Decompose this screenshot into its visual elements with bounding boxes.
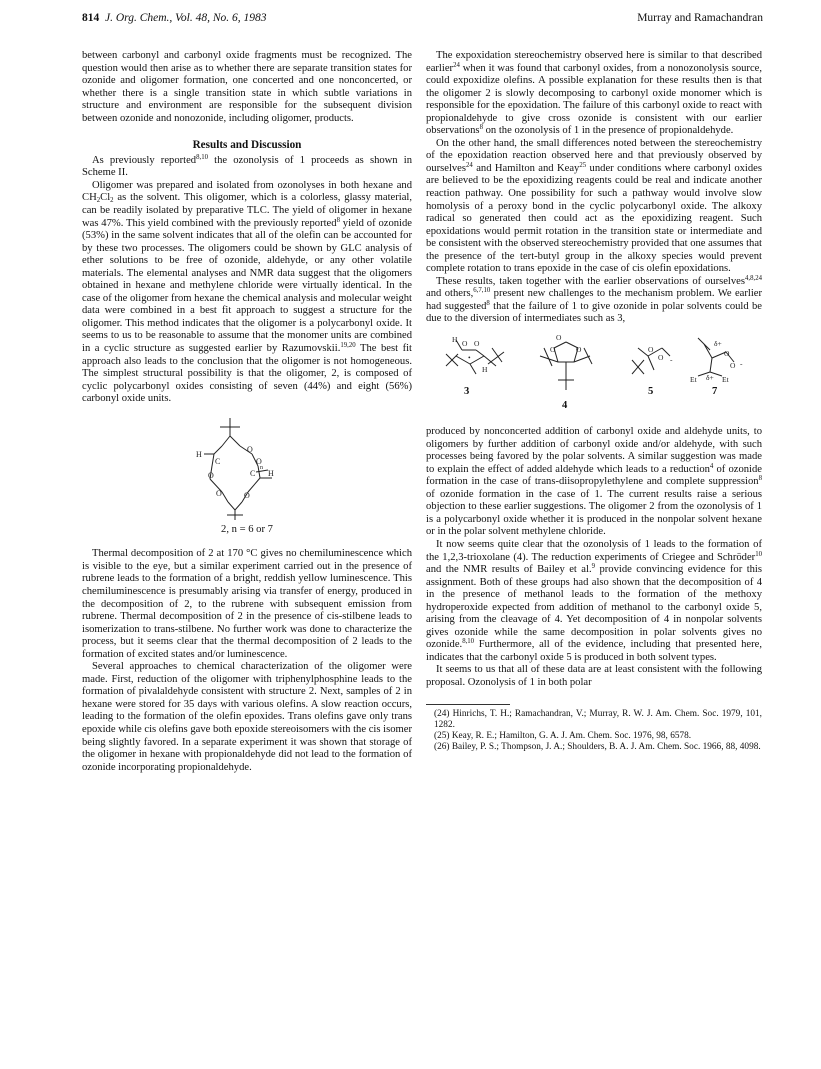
left-paragraph-2: Oligomer was prepared and isolated from ozonolyses in both hexane and $CH_2Cl_2$ as the solvent. This oligomer, which is a colorless, glassy material, can be readily isolated by preparative TLC. The yield of oligomer in hexane was 47%. This yield combined with the previously reported$^8$ yield of ozonide (53%) in the same solvent indicates that all of the olefin can be accounted for by these two processes. The oligomers could be shown by GLC analysis of ether solutions to be free of ozonide, aldehyde, or any other volatile materials. The elemental analyses and NMR data suggest that the oligomers obtained in hexane and methylene chloride were virtually identical. In the case of the oligomer from hexane the chemical analysis and molecular weight data were combined in a best fit approach to suggest a structure for the oligomer. This method indicates that the oligomer is a polycarbonyl oxide. It seems to us to be reasonable to assume that the monomer units are combined in a cyclic structure as suggested earlier by Razumovskii.$^{19,20}$ The best fit approach also leads to the conclusion that the oligomer is not homogeneous. The simplest structural possibility is that the oligomer, 2, is composed of cyclic polycarbonyl oxides consisting of seven (44%) and eight (56%) carbonyl oxide units. xyxy=(82,179,412,405)
header-left xyxy=(82,12,267,24)
left-paragraph-3: Thermal decomposition of 2 at 170 °C gives no chemiluminescence which is visible to the eye, but a similar experiment carried out in the presence of rubrene leads to the formation of a bright, reddish yellow luminescence. This chemiluminescence is presumably arising via transfer of energy, produced in the decomposition of 2, to the rubrene with subsequent emission from rubrene. Thermal decomposition of 2 in the presence of cis-stilbene leads to isomerization to trans-stilbene. No further work was done to characterize the process, but it seems clear that the thermal decomposition of 2 leads to the formation of excited states and/or luminescence. xyxy=(82,548,412,660)
ref-superscript: 8 xyxy=(336,216,340,224)
ref-superscript: 8 xyxy=(758,475,762,483)
figure-caption: 2, n = 6 or 7 xyxy=(221,523,273,535)
svg-text:O: O xyxy=(648,345,654,355)
ref-superscript: 24 xyxy=(453,61,460,69)
ref-superscript: 8 xyxy=(479,124,483,132)
svg-text:O: O xyxy=(474,339,480,349)
running-header xyxy=(82,12,763,28)
journal-citation: J. Org. Chem., Vol. 48, No. 6, 1983 xyxy=(105,12,267,24)
svg-text:C: C xyxy=(215,456,221,466)
reference-26: (26) Bailey, P. S.; Thompson, J. A.; Shoulders, B. A. J. Am. Chem. Soc. 1966, 88, 4098. xyxy=(434,741,761,752)
svg-text:•: • xyxy=(468,353,471,363)
intermediates-drawing xyxy=(426,334,762,420)
svg-text:O: O xyxy=(462,339,468,349)
right-paragraph-5: It now seems quite clear that the ozonolysis of 1 leads to the formation of the 1,2,3-trioxolane (4). The reduction experiments of Criegee and Schröder$^{10}$ and the NMR results of Bailey et al.$^9$ provide convincing evidence for this assignment. Both of these groups had also shown that the decomposition of 4 in the presence of methanol leads to the formation of the methoxy hydroperoxide expected from addition of methanol to the carbonyl oxide 5, arising from the cleavage of 4. Yet decomposition of 4 in nonpolar solvents gives ozonide while the same decomposition in polar solvents gives no ozonide.$^{8,10}$ Furthermore, all of the evidence, including that presented here, indicates that the carbonyl oxide 5 is produced in both solvent types. xyxy=(426,538,762,663)
svg-text:H: H xyxy=(268,468,274,478)
svg-text:O: O xyxy=(247,444,253,454)
left-paragraph-4: Several approaches to chemical characterization of the oligomer were made. First, reduction of the oligomer with triphenylphosphine leads to the formation of pivalaldehyde consistent with structure 2. Next, samples of 2 in hexane were stored for 35 days with various olefins. A slow reaction occurs, leading to the formation of the olefin epoxides. Trans olefins gave only trans epoxide while cis olefins gave both epoxide stereoisomers with the cis isomer being slightly favored. In a separate experiment it was shown that storage of the oligomer in hexane with propionaldehyde did not lead to the formation of ozonide incorporating propionaldehyde. xyxy=(82,661,412,773)
page-number: 814 xyxy=(82,12,100,24)
ref-superscript: 10 xyxy=(755,550,762,558)
intermediates-figure xyxy=(426,334,762,420)
reference-25: (25) Keay, R. E.; Hamilton, G. A. J. Am. Chem. Soc. 1976, 98, 6578. xyxy=(434,730,692,741)
svg-text:O: O xyxy=(724,349,730,359)
right-paragraph-4: produced by nonconcerted addition of carbonyl oxide and aldehyde units, to oligomers by further addition of carbonyl oxide and/or aldehyde, with such processes being favored by the polar solvents. A similar suggestion was made to explain the effect of added aldehyde which leads to a reduction$^4$ of ozonide formation in the case of trans-diisopropylethylene and complete suppression$^8$ of ozonide formation in the case of 1. The current results raise a serious objection to these earlier suggestions. The oligomer 2 from the ozonolysis of 1 is a polycarbonyl oxide whether it is produced in the nonpolar solvent hexane or in the polar solvent methylene chloride. xyxy=(426,426,762,538)
svg-text:H: H xyxy=(196,449,202,459)
svg-text:O: O xyxy=(208,470,214,480)
right-paragraph-3: These results, taken together with the earlier observations of ourselves$^{4,8,24}$ and others,$^{6,7,10}$ present new challenges to the mechanism problem. We earlier had suggested$^8$ that the failure of 1 to give ozonide in polar solvents could be due to the diversion of intermediates such as 3, xyxy=(426,274,763,325)
compound-label-5: 5 xyxy=(648,386,654,398)
svg-text:O: O xyxy=(244,490,250,500)
reference-24: (24) Hinrichs, T. H.; Ramachandran, V.; Murray, R. W. J. Am. Chem. Soc. 1979, 101, 1282. xyxy=(434,708,762,730)
ref-superscript: 25 xyxy=(579,161,587,169)
svg-text:H: H xyxy=(452,335,458,345)
intro-paragraph: between carbonyl and carbonyl oxide fragments must be recognized. The question would then arise as to whether there are separate transition states for ozonide and oligomer formation, one concerted and one nonconcerted, or whether there is a single transition state in which subtle variations in structure and environment are responsible for the subsequent division between ozonide and nonozonide, including oligomer, products. xyxy=(82,50,412,124)
ref-superscript: 8,10 xyxy=(196,153,209,161)
header-authors: Murray and Ramachandran xyxy=(637,12,763,24)
ref-superscript: 8 xyxy=(486,299,490,307)
svg-text:-: - xyxy=(670,355,673,365)
svg-text:C: C xyxy=(250,468,256,478)
compound-label-3: 3 xyxy=(464,386,470,398)
svg-text:H: H xyxy=(482,365,488,375)
right-paragraph-1: The expoxidation stereochemistry observed here is similar to that described earlier$^{24}$ when it was found that carbonyl oxides, from a nonozonolysis source, could expoxidize olefins. A possible explanation for these results then is that the oligomer 2 is slowly decomposing to carbonyl oxide monomer which is responsible for the epoxidation. The failure of this carbonyl oxide to react with propionaldehyde to give cross ozonide is consistent with our earlier observations$^8$ on the ozonolysis of 1 in the presence of propionaldehyde. xyxy=(426,50,762,137)
right-paragraph-2: On the other hand, the small differences noted between the stereochemistry of the epoxidation reaction observed here and that previously observed by ourselves$^{24}$ and Hamilton and Keay$^{25}$ under conditions where carbonyl oxides are believed to be the epoxidizing reagents could be real and indicate another reaction pathway. One possibility for such a pathway would involve slow homolysis of a peroxy bond in the cyclic polycarbonyl oxide. The alkoxy radical so generated then could act as the epoxidizing reagent. Such epoxidations would permit rotation in the transition state or intermediate and be consistent with the observed stereochemistry provided that one assumes that the presence of the tert-butyl group in the alkoxy species would prevent complete rotation to trans epoxide in the case of cis olefin epoxidations. xyxy=(426,137,762,275)
right-column xyxy=(426,50,762,753)
left-column xyxy=(82,50,412,774)
ref-superscript: 9 xyxy=(591,563,596,571)
ref-superscript: 4 xyxy=(709,462,714,470)
svg-text:n: n xyxy=(260,464,263,471)
compound-label-7: 7 xyxy=(712,386,718,398)
structure-2-figure xyxy=(82,414,412,522)
footnote-rule xyxy=(426,704,510,705)
ref-superscript: 4,8,24 xyxy=(745,274,762,282)
left-paragraph-1: As previously reported$^{8,10}$ the ozonolysis of 1 proceeds as shown in Scheme II. xyxy=(82,153,412,179)
svg-text:O: O xyxy=(216,488,222,498)
svg-text:O: O xyxy=(556,334,562,343)
svg-text:O: O xyxy=(256,456,262,466)
ref-superscript: 6,7,10 xyxy=(473,287,491,295)
svg-text:Et: Et xyxy=(722,375,729,385)
compound-label-4: 4 xyxy=(562,400,568,412)
svg-text:δ+: δ+ xyxy=(714,339,722,349)
references xyxy=(426,709,762,753)
svg-text:O: O xyxy=(576,345,582,355)
svg-text:O: O xyxy=(658,353,664,363)
svg-text:δ+: δ+ xyxy=(706,373,714,383)
svg-text:Et: Et xyxy=(690,375,697,385)
section-heading: Results and Discussion xyxy=(192,139,302,152)
ref-superscript: 24 xyxy=(466,161,473,169)
svg-text:-: - xyxy=(740,359,743,369)
ref-superscript: 8,10 xyxy=(462,638,475,646)
svg-text:O: O xyxy=(730,361,736,371)
right-paragraph-6: It seems to us that all of these data are at least consistent with the following proposal. Ozonolysis of 1 in both polar xyxy=(426,664,762,688)
svg-text:O: O xyxy=(550,345,556,355)
structure-2-drawing xyxy=(82,414,412,522)
ref-superscript: 19,20 xyxy=(340,342,356,350)
